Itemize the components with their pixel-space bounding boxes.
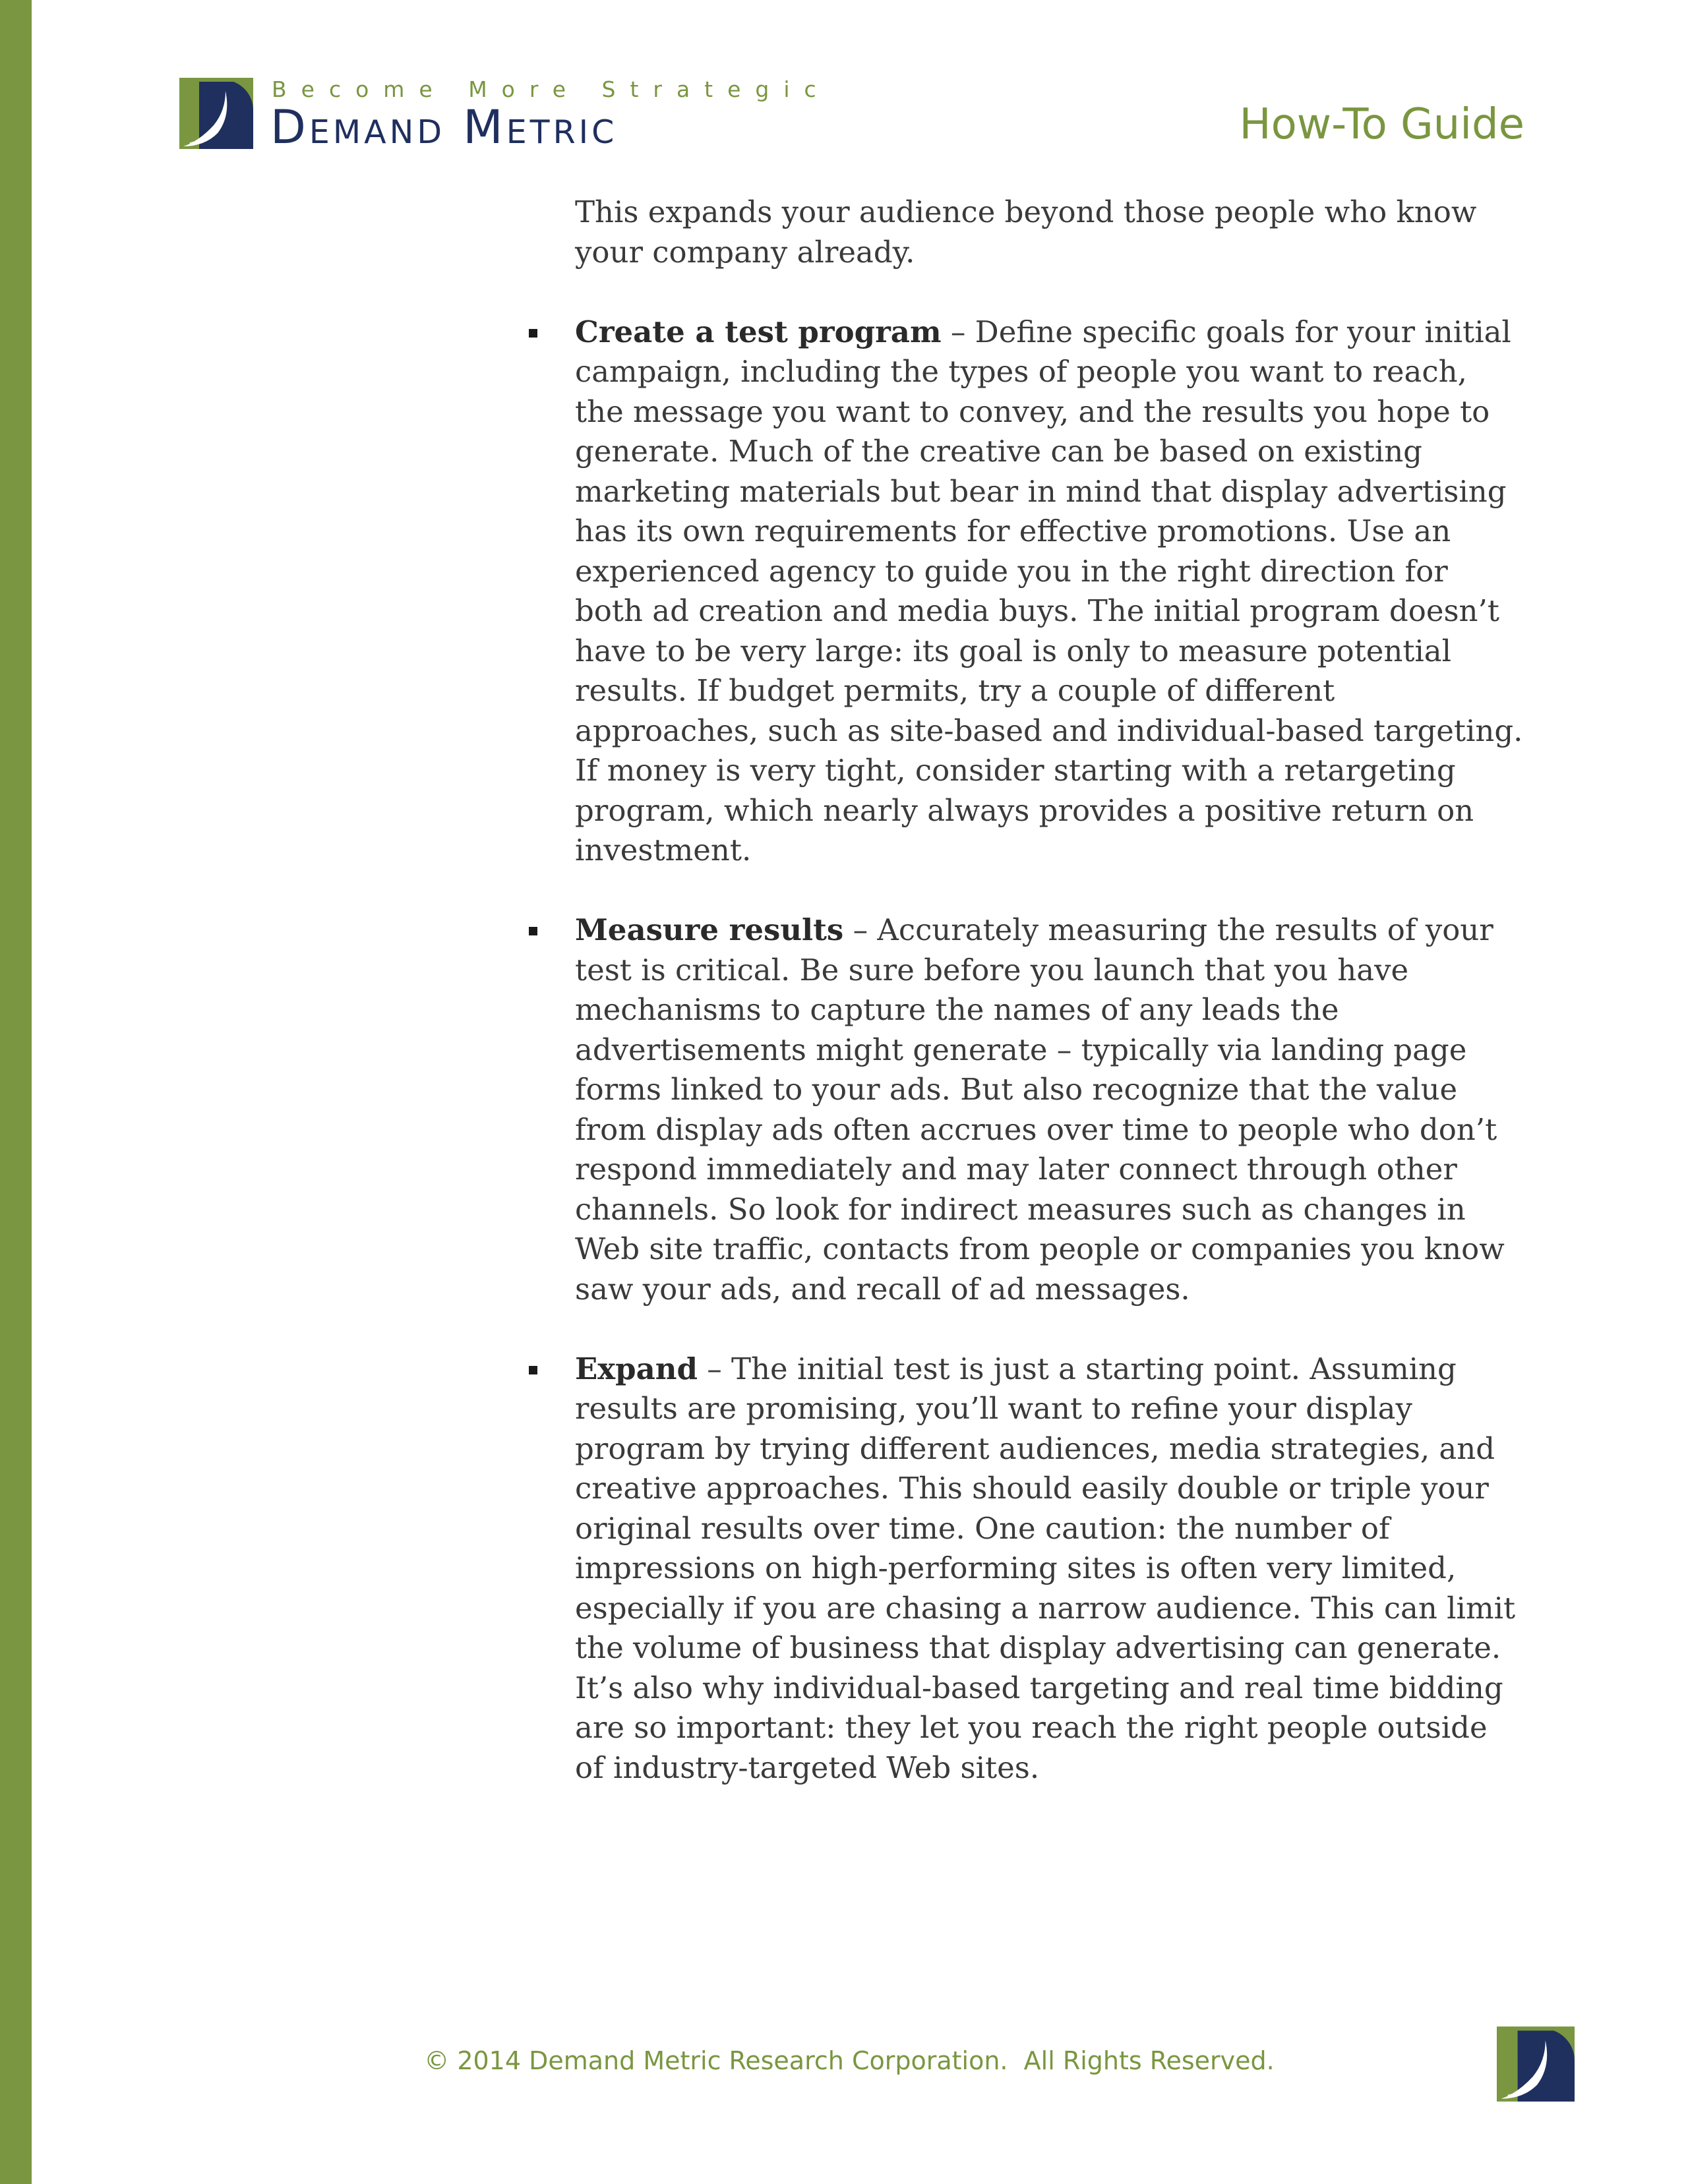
demand-metric-logo-icon <box>1497 2026 1575 2102</box>
intro-paragraph: This expands your audience beyond those people who know your company already. <box>575 194 1477 270</box>
square-bullet-icon <box>529 329 537 338</box>
brand-tagline: Become More Strategic <box>272 76 831 102</box>
bullet-list <box>575 312 1524 1788</box>
bullet-text: Define specific goals for your initial campaign, including the types of people you want to reach, the message you want to convey, and the results you hope to generate. Much of the creative can be based on existing marketing materials but bear in mind that display advertising has its own requirements for effective promotions. Use an experienced agency to guide you in the right direction for both ad creation and media buys. The initial program doesn’t have to be very large: its goal is only to measure potential results. If budget permits, try a couple of different approaches, such as site-based and individual-based targeting. If money is very tight, consider starting with a retargeting program, which nearly always provides a positive return on investment. <box>575 314 1523 868</box>
demand-metric-logo-icon <box>179 78 253 149</box>
bullet-text: The initial test is just a starting point. Assuming results are promising, you’ll want to refine your display program by trying different audiences, media strategies, and creative approaches. This should easily double or triple your original results over time. One caution: the number of impressions on high-performing sites is often very limited, especially if you are chasing a narrow audience. This can limit the volume of business that display advertising can generate. It’s also why individual-based targeting and real time bidding are so important: they let you reach the right people outside of industry-targeted Web sites. <box>575 1351 1516 1785</box>
side-accent-bar <box>0 0 32 2184</box>
list-item <box>575 1349 1524 1788</box>
main-content <box>575 192 1524 1788</box>
bullet-text: Accurately measuring the results of your test is critical. Be sure before you launch that you have mechanisms to capture the names of any leads the advertisements might generate – typically via landing page forms linked to your ads. But also recognize that the value from display ads often accrues over time to people who don’t respond immediately and may later connect through other channels. So look for indirect measures such as changes in Web site traffic, contacts from people or companies you know saw your ads, and recall of ad messages. <box>575 912 1505 1307</box>
bullet-title: Expand <box>575 1351 698 1386</box>
square-bullet-icon <box>529 1366 537 1374</box>
bullet-separator: – <box>697 1351 732 1386</box>
brand-name: Demand Metric <box>270 100 618 154</box>
square-bullet-icon <box>529 927 537 935</box>
bullet-title: Measure results <box>575 912 844 947</box>
footer-copyright: © 2014 Demand Metric Research Corporation. All Rights Reserved. <box>424 2046 1275 2075</box>
list-item <box>575 312 1524 871</box>
document-type-label: How-To Guide <box>1239 100 1524 149</box>
bullet-separator: – <box>843 912 878 947</box>
bullet-separator: – <box>941 314 975 349</box>
bullet-title: Create a test program <box>575 314 942 349</box>
list-item <box>575 910 1524 1309</box>
